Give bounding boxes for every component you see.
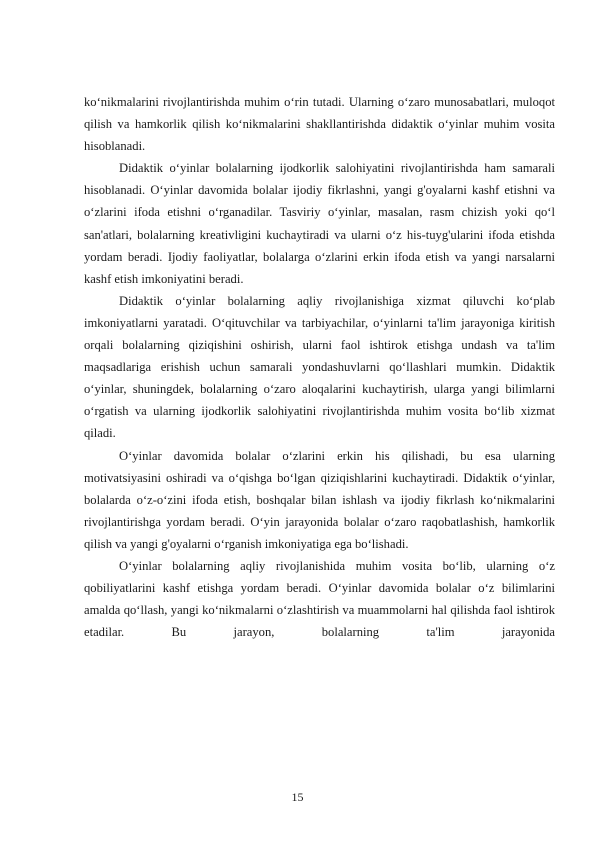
paragraph-creativity: Didaktik o‘yinlar bolalarning ijodkorlik salohiyatini rivojlantirishda ham samarali hisoblanadi. O‘yinlar davomida bolalar ijodiy fikrlashni, yangi g'oyalarni kashf etishni va o‘zlarini ifoda etishni o‘rganadilar. Tasviriy o‘yinlar, masalan, rasm chizish yoki qo‘l san'atlari, bolalarning kreativligini kuchaytiradi va ularni o‘z his-tuyg'ularini ifoda etishda yordam beradi. Ijodiy faoliyatlar, bolalarga o‘zlarini erkin ifoda etish va yangi narsalarni kashf etish imkoniyatini beradi.: [84, 161, 555, 286]
body-text: [84, 91, 555, 643]
page-number: 15: [291, 790, 304, 804]
paragraph-mental-development: Didaktik o‘yinlar bolalarning aqliy rivojlanishiga xizmat qiluvchi ko‘plab imkoniyatlarni yaratadi. O‘qituvchilar va tarbiyachilar, o‘yinlarni ta'lim jarayoniga kiritish orqali bolalarning qiziqishini oshirish, ularni faol ishtirok etishga undash va ta'lim maqsadlariga erishish uchun samarali yondashuvlarni qo‘llashlari mumkin. Didaktik o‘yinlar, shuningdek, bolalarning o‘zaro aloqalarini kuchaytirish, ularga yangi bilimlarni o‘rgatish va ularning ijodkorlik salohiyatini rivojlantirishda muhim vosita bo‘lib xizmat qiladi.: [84, 293, 555, 441]
paragraph-motivation: O‘yinlar davomida bolalar o‘zlarini erkin his qilishadi, bu esa ularning motivatsiyasini oshiradi va o‘qishga bo‘lgan qiziqishlarini kuchaytiradi. Didaktik o‘yinlar, bolalarda o‘z-o‘zini ifoda etish, boshqalar bilan ishlash va ijodiy fikrlash ko‘nikmalarini rivojlantirishga yordam beradi. O‘yin jarayonida bolalar o‘zaro raqobatlashish, hamkorlik qilish va yangi g'oyalarni o‘rganish imkoniyatiga ega bo‘lishadi.: [84, 448, 555, 551]
paragraph-abilities: O‘yinlar bolalarning aqliy rivojlanishida muhim vosita bo‘lib, ularning o‘z qobiliyatlarini kashf etishga yordam beradi. O‘yinlar davomida bolalar o‘z bilimlarini amalda qo‘llash, yangi ko‘nikmalarni o‘zlashtirish va muammolarni hal qilishda faol ishtirok etadilar. Bu jarayon, bolalarning ta'lim jarayonida: [84, 558, 555, 640]
paragraph-continuation: ko‘nikmalarini rivojlantirishda muhim o‘rin tutadi. Ularning o‘zaro munosabatlari, muloqot qilish va hamkorlik qilish ko‘nikmalarini shakllantirishda didaktik o‘yinlar muhim vosita hisoblanadi.: [84, 95, 555, 154]
